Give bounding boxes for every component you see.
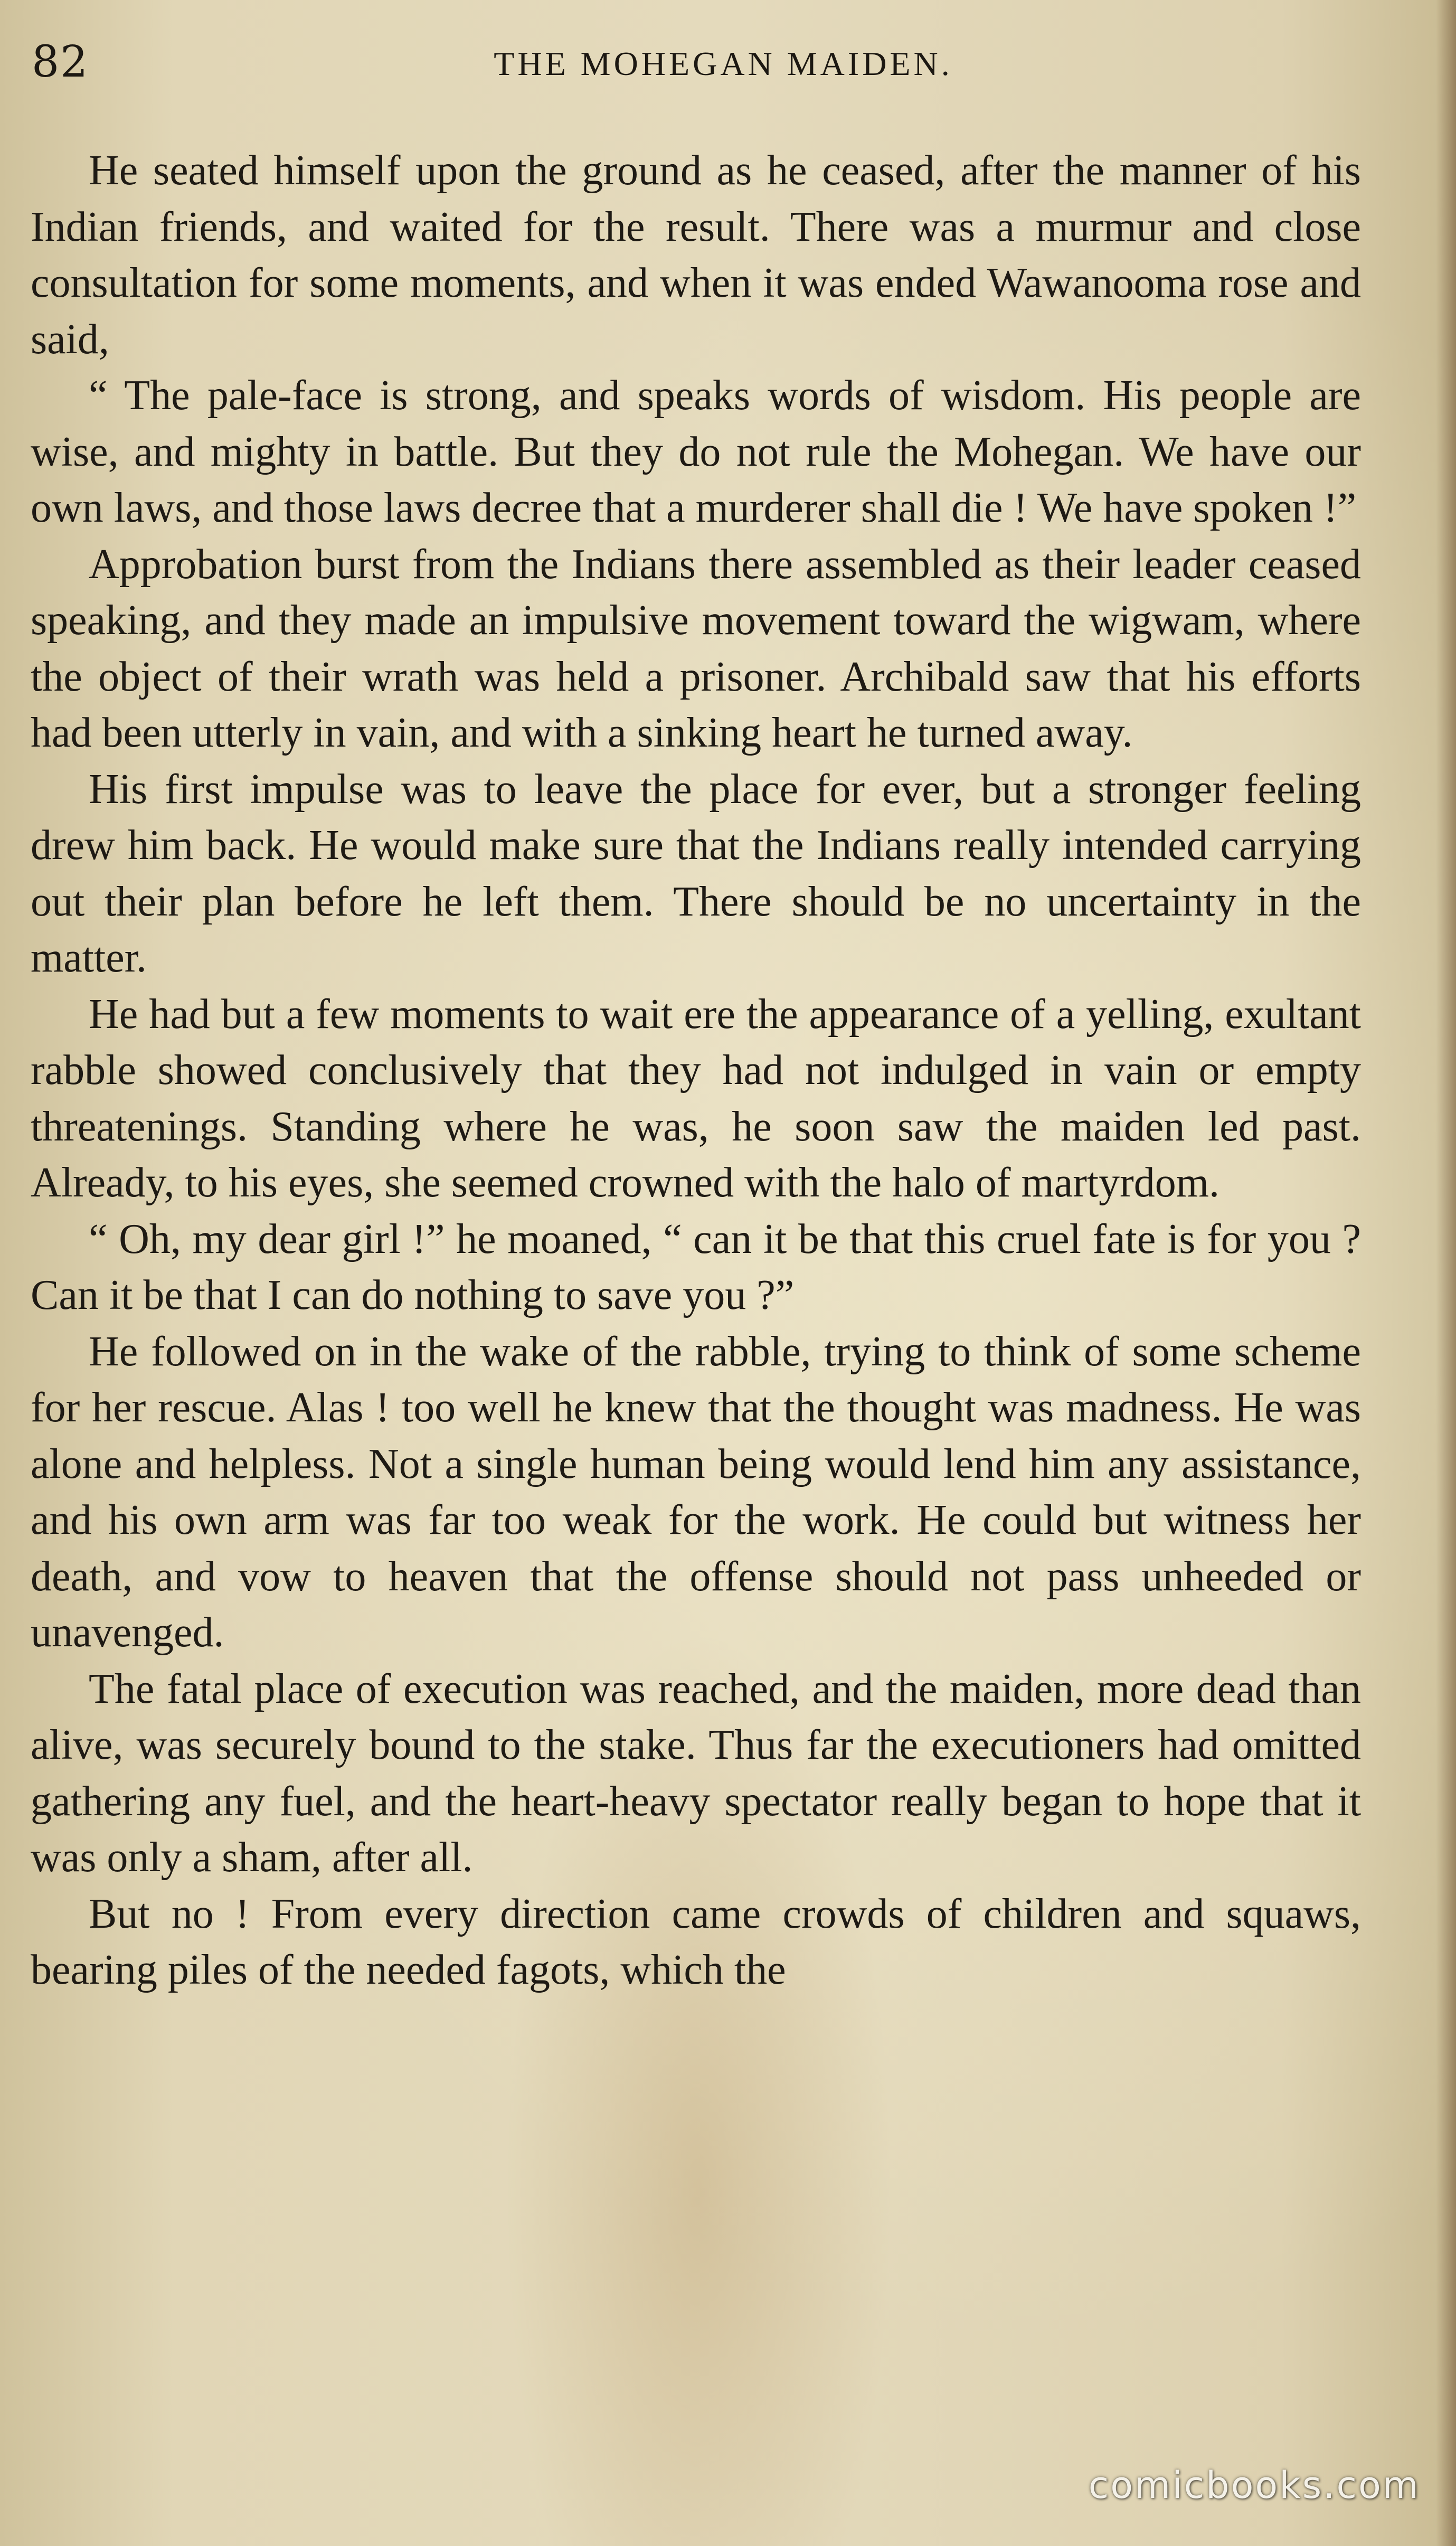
paragraph: But no ! From every direction came crowds of children and squaws, bearing piles of the needed fagots, which the xyxy=(31,1890,1361,1993)
watermark-text: comicbooks.com xyxy=(1088,2464,1420,2507)
running-title: THE MOHEGAN MAIDEN. xyxy=(494,45,953,82)
page-edge-shadow xyxy=(1436,0,1456,2546)
paragraph: “ The pale-face is strong, and speaks words of wisdom. His people are wise, and mighty in battle. But they do not rule the Mohegan. We have our own laws, and those laws decree that a murderer shall die ! We have spoken !” xyxy=(31,372,1361,531)
paragraph: His first impulse was to leave the place for ever, but a stronger feeling drew him back. He would make sure that the Indians really intended carrying out their plan before he left them. There should be no uncertainty in the matter. xyxy=(31,766,1361,981)
paragraph: He had but a few moments to wait ere the appearance of a yelling, exultant rabble showed conclusively that they had not indulged in vain or empty threatenings. Standing where he was, he soon saw the maiden led past. Already, to his eyes, she seemed crowned with the halo of martyrdom. xyxy=(31,991,1361,1206)
paragraph: He followed on in the wake of the rabble, trying to think of some scheme for her rescue. Alas ! too well he knew that the thought was madness. He was alone and helpless. Not a single human being would lend him any assistance, and his own arm was far too weak for the work. He could but witness her death, and vow to heaven that the offense should not pass unheeded or unavenged. xyxy=(31,1328,1361,1656)
page-header xyxy=(32,37,1415,95)
paragraph: The fatal place of execution was reached, and the maiden, more dead than alive, was securely bound to the stake. Thus far the executioners had omitted gathering any fuel, and the heart-heavy spectator really began to hope that it was only a sham, after all. xyxy=(31,1665,1361,1881)
paragraph: “ Oh, my dear girl !” he moaned, “ can it be that this cruel fate is for you ? Can it be that I can do nothing to save you ?” xyxy=(31,1215,1361,1318)
paragraph: He seated himself upon the ground as he ceased, after the manner of his Indian friends, and waited for the result. There was a murmur and close consultation for some moments, and when it was ended Wawanooma rose and said, xyxy=(31,147,1361,363)
body-text xyxy=(31,143,1361,1998)
paragraph: Approbation burst from the Indians there assembled as their leader ceased speaking, and they made an impulsive movement toward the wigwam, where the object of their wrath was held a prisoner. Archibald saw that his efforts had been utterly in vain, and with a sinking heart he turned away. xyxy=(31,541,1361,756)
page-number: 82 xyxy=(32,37,89,87)
